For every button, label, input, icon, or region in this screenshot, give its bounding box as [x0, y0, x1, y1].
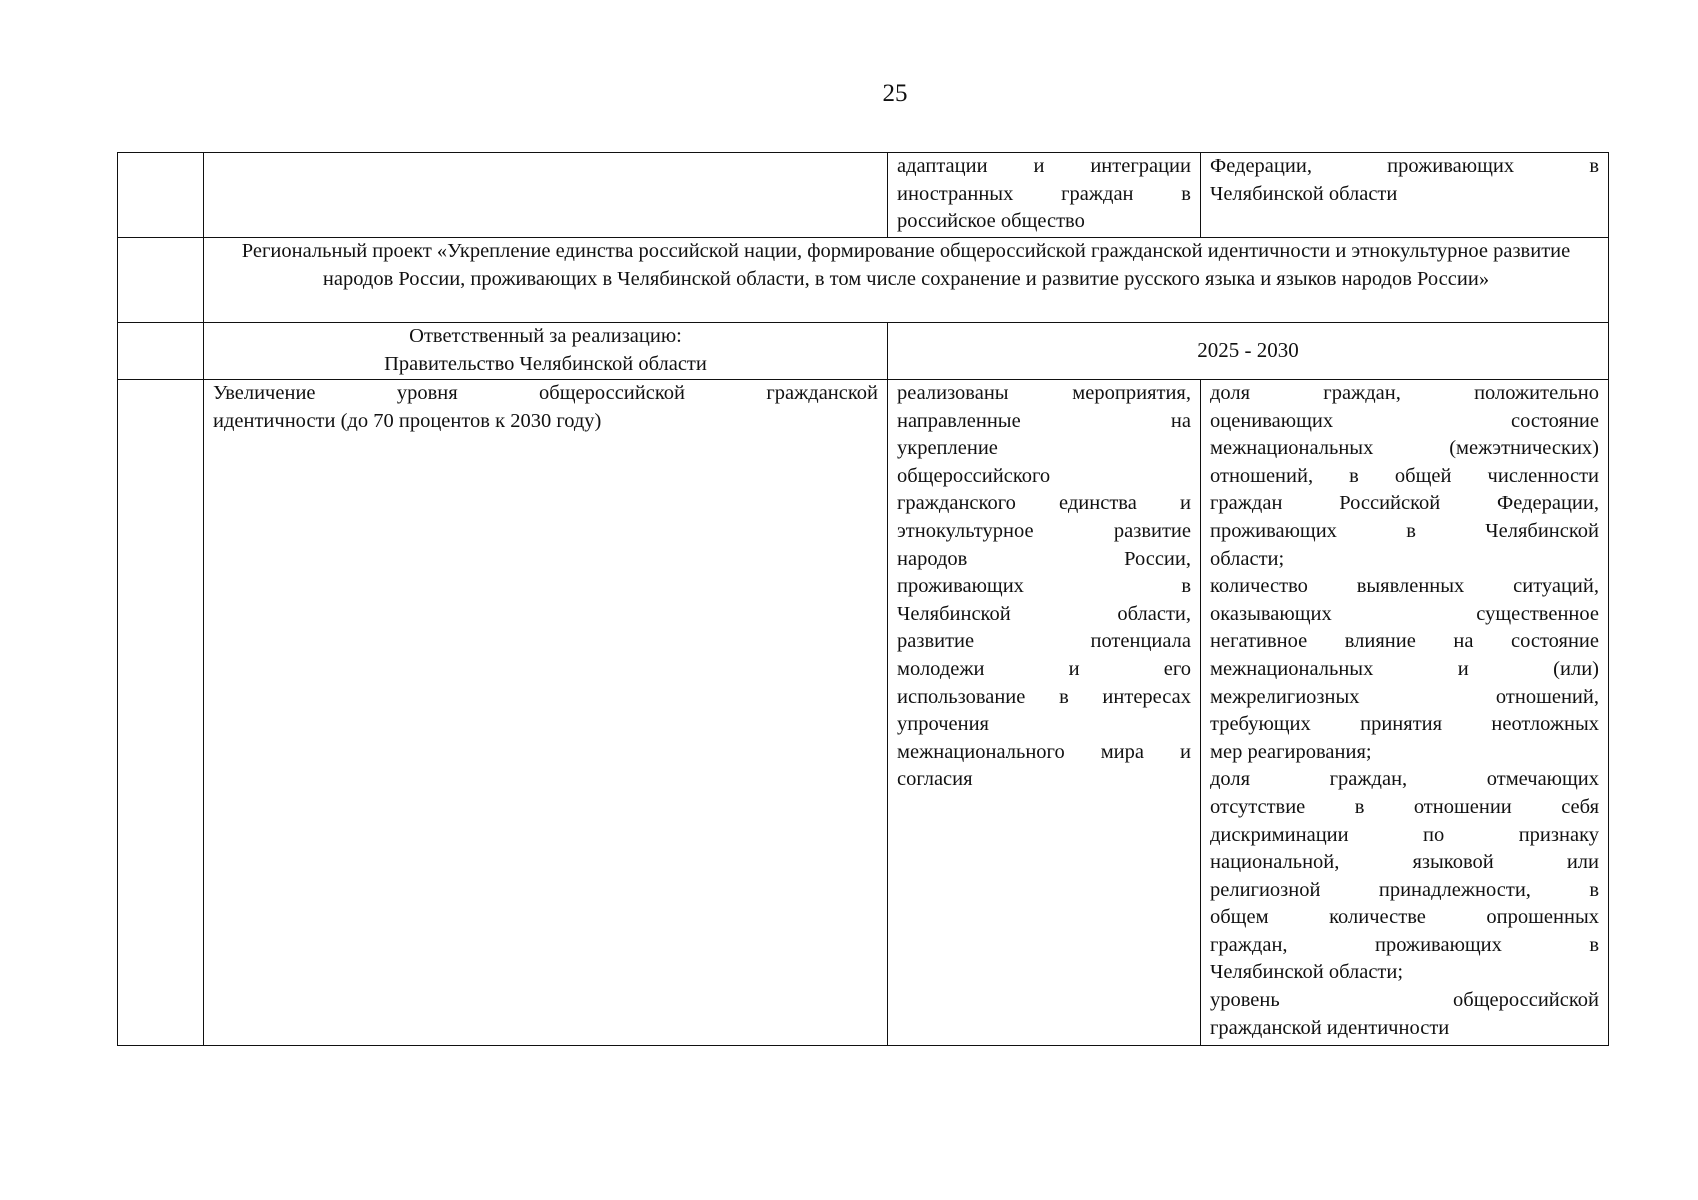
text-line: дискриминации по признаку	[1210, 823, 1599, 846]
text-line: граждан Российской Федерации,	[1210, 492, 1599, 515]
page-number: 25	[882, 80, 908, 107]
period-cell	[888, 323, 1609, 380]
cell-number-empty	[118, 323, 204, 380]
text-line: оказывающих существенное	[1210, 602, 1599, 625]
project-title-cell	[204, 238, 1609, 323]
text-line: отсутствие в отношении себя	[1210, 795, 1599, 818]
cell-number-empty	[118, 153, 204, 238]
text-line: общем количестве опрошенных	[1210, 906, 1599, 929]
result-continuation-text	[897, 153, 1191, 236]
text-line: идентичности (до 70 процентов к 2030 году)	[213, 409, 602, 432]
text-line: Челябинской области	[1210, 182, 1398, 205]
text-line: Увеличение уровня общероссийской гражданской	[213, 382, 878, 404]
text-line: национальной, языковой или	[1210, 851, 1599, 874]
text-line: Челябинской области,	[897, 602, 1191, 625]
text-line: межнационального мира и	[897, 740, 1191, 763]
indicator-continuation-text	[1210, 153, 1599, 208]
text-line: граждан, проживающих в	[1210, 933, 1599, 956]
text-line: молодежи и его	[897, 657, 1191, 680]
text-line: Челябинской области;	[1210, 961, 1404, 984]
text-line: негативное влияние на состояние	[1210, 630, 1599, 653]
text-line: религиозной принадлежности, в	[1210, 878, 1599, 901]
text-line: реализованы мероприятия,	[897, 382, 1191, 404]
text-line: согласия	[897, 768, 973, 791]
text-line: упрочения	[897, 713, 989, 736]
responsible-body: Правительство Челябинской области	[384, 352, 707, 375]
program-table	[117, 152, 1609, 1046]
cell-goal	[204, 380, 888, 1046]
cell-number-empty	[118, 238, 204, 323]
text-line: области;	[1210, 547, 1285, 570]
text-line: доля граждан, отмечающих	[1210, 768, 1599, 791]
text-line: общероссийского	[897, 464, 1051, 487]
cell-number-empty	[118, 380, 204, 1046]
text-line: оценивающих состояние	[1210, 409, 1599, 432]
text-line: требующих принятия неотложных	[1210, 713, 1599, 736]
text-line: межнациональных и (или)	[1210, 657, 1599, 680]
text-line: направленные на	[897, 409, 1191, 432]
text-line: межнациональных (межэтнических)	[1210, 437, 1599, 460]
text-line: этнокультурное развитие	[897, 519, 1191, 542]
indicators-text	[1210, 380, 1599, 1042]
text-line: проживающих в	[897, 575, 1191, 598]
text-line: количество выявленных ситуаций,	[1210, 575, 1599, 598]
table-row-responsible	[118, 323, 1609, 380]
text-line: российское общество	[897, 210, 1085, 233]
project-title: Региональный проект «Укрепление единства российской нации, формирование общероссийской гражданской идентичности и этнокультурное развитие народов России, проживающих в Челябинской области, в том числе сохранение и развитие русского языка и языков народов России»	[241, 240, 1571, 290]
text-line: укрепление	[897, 437, 998, 460]
responsible-cell	[204, 323, 888, 380]
text-line: адаптации и интеграции	[897, 155, 1191, 177]
text-line: проживающих в Челябинской	[1210, 519, 1599, 542]
cell-goal-empty	[204, 153, 888, 238]
table-row-goal	[118, 380, 1609, 1046]
result-text	[897, 380, 1191, 794]
text-line: отношений, в общей численности	[1210, 464, 1599, 487]
table-row-continuation	[118, 153, 1609, 238]
text-line: развитие потенциала	[897, 630, 1191, 653]
text-line: доля граждан, положительно	[1210, 382, 1599, 404]
table-row-project	[118, 238, 1609, 323]
cell-result	[888, 380, 1201, 1046]
implementation-period: 2025 - 2030	[1197, 338, 1299, 363]
text-line: уровень общероссийской	[1210, 989, 1599, 1012]
cell-result-continuation	[888, 153, 1201, 238]
text-line: межрелигиозных отношений,	[1210, 685, 1599, 708]
text-line: использование в интересах	[897, 685, 1191, 708]
text-line: гражданской идентичности	[1210, 1016, 1450, 1039]
text-line: Федерации, проживающих в	[1210, 155, 1599, 177]
cell-indicator-continuation	[1201, 153, 1609, 238]
text-line: мер реагирования;	[1210, 740, 1372, 763]
text-line: гражданского единства и	[897, 492, 1191, 515]
cell-indicators	[1201, 380, 1609, 1046]
goal-text	[213, 380, 878, 435]
responsible-label: Ответственный за реализацию:	[409, 325, 682, 347]
text-line: иностранных граждан в	[897, 182, 1191, 205]
text-line: народов России,	[897, 547, 1191, 570]
